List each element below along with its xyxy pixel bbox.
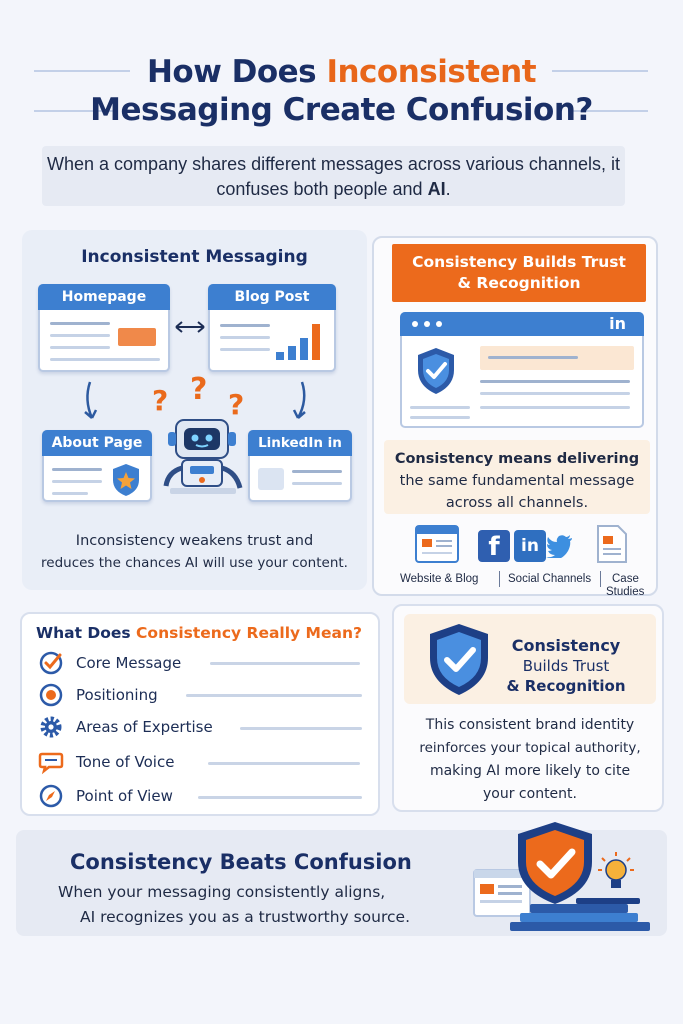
checklist-item — [38, 783, 173, 809]
checklist-label: Core Message — [76, 654, 182, 672]
blog-post-card-tab: Blog Post — [208, 284, 336, 310]
question-mark-icon: ? — [190, 372, 208, 407]
trust-panel-heading — [392, 244, 646, 302]
homepage-card — [38, 284, 170, 372]
text-line — [480, 392, 630, 395]
browser-titlebar — [400, 312, 644, 336]
text-line: your content. — [483, 786, 577, 802]
caption-line: reduces the chances AI will use your content. — [41, 555, 348, 571]
window-dot — [412, 321, 418, 327]
about-page-card-tab: About Page — [42, 430, 152, 456]
checklist-label: Positioning — [76, 686, 158, 704]
text-line — [410, 406, 470, 409]
browser-window — [400, 312, 644, 428]
inconsistent-caption — [22, 530, 367, 574]
text-line — [52, 480, 102, 483]
title-accent: Inconsistent — [326, 54, 537, 90]
text-line — [480, 380, 630, 383]
window-dot — [424, 321, 430, 327]
text-line — [292, 470, 342, 473]
website-icon — [412, 522, 462, 566]
linkedin-card — [248, 430, 352, 502]
label-social-channels: Social Channels — [508, 573, 592, 585]
about-page-card — [42, 430, 152, 502]
divider — [600, 571, 601, 587]
page-title-line2: Messaging Create Confusion? — [90, 92, 593, 128]
heading-line: Builds Trust — [522, 657, 610, 675]
text-line: This consistent brand identity — [425, 717, 635, 733]
label-website-blog: Website & Blog — [400, 573, 479, 585]
desc-line: the same fundamental message — [399, 473, 635, 489]
text-line — [220, 324, 270, 327]
intro-text — [42, 146, 625, 206]
text-line — [50, 346, 110, 349]
text-line — [240, 727, 362, 730]
identity-text — [394, 714, 666, 806]
heading-line: Consistency — [511, 636, 621, 655]
meaning-heading-accent: Consistency Really Mean? — [136, 624, 362, 642]
text-line — [50, 322, 110, 325]
checklist-label: Areas of Expertise — [76, 718, 213, 736]
homepage-card-tab: Homepage — [38, 284, 170, 310]
text-line — [186, 694, 362, 697]
intro-text-end: . — [445, 179, 451, 199]
banner-line: AI recognizes you as a trustworthy source. — [80, 908, 411, 926]
text-line — [50, 334, 110, 337]
text-line — [52, 492, 88, 495]
banner-line: When your messaging consistently aligns, — [58, 883, 386, 901]
check-shield-icon — [512, 820, 598, 906]
facebook-icon: f — [478, 530, 510, 562]
star-badge-icon — [110, 462, 142, 498]
text-line — [410, 416, 470, 419]
compass-icon — [38, 783, 64, 809]
confused-robot-icon — [160, 416, 246, 496]
document-icon — [592, 522, 632, 566]
identity-heading — [496, 636, 636, 696]
checklist-item — [38, 749, 174, 775]
desc-line: Consistency means delivering — [394, 451, 640, 467]
bar-chart-icon — [276, 322, 330, 360]
checklist-item — [38, 682, 158, 708]
banner-heading: Consistency Beats Confusion — [70, 850, 412, 874]
title-prefix: How Does — [146, 54, 327, 90]
heading-line: Consistency Builds Trust — [412, 253, 626, 271]
text-line — [220, 336, 270, 339]
checklist-label: Tone of Voice — [76, 753, 175, 771]
speech-bubble-icon — [38, 749, 64, 775]
checklist-item — [38, 650, 181, 676]
inconsistent-heading: Inconsistent Messaging — [81, 247, 308, 267]
check-circle-icon — [38, 650, 64, 676]
caption-line: Inconsistency weakens trust and — [75, 533, 314, 549]
page-title-line1 — [0, 53, 683, 91]
text-line — [292, 482, 342, 485]
question-mark-icon: ? — [228, 388, 245, 421]
window-dot — [436, 321, 442, 327]
lightbulb-icon — [596, 850, 636, 900]
text-line — [208, 762, 360, 765]
image-placeholder — [118, 328, 156, 346]
text-line: making AI more likely to cite — [429, 763, 631, 779]
linkedin-badge: in — [609, 314, 626, 333]
question-mark-icon: ? — [152, 384, 169, 417]
text-line — [52, 468, 102, 471]
image-placeholder — [258, 468, 284, 490]
text-line — [198, 796, 362, 799]
divider — [499, 571, 500, 587]
linkedin-icon: in — [514, 530, 546, 562]
label-studies: Studies — [606, 586, 645, 598]
text-line: reinforces your topical authority, — [419, 740, 641, 756]
heading-line: & Recognition — [506, 677, 626, 695]
text-line — [210, 662, 360, 665]
desc-line: across all channels. — [445, 495, 589, 511]
heading-line: & Recognition — [457, 274, 581, 292]
meaning-heading-prefix: What Does — [36, 624, 137, 642]
check-shield-icon — [424, 622, 494, 698]
intro-text-ai: AI — [427, 179, 446, 199]
intro-text-main: When a company shares different messages across various channels, it confuses both people and — [47, 154, 620, 199]
checklist-label: Point of View — [76, 787, 173, 805]
curved-arrow-right-icon — [288, 380, 312, 424]
blog-post-card — [208, 284, 336, 372]
banner-text — [58, 880, 410, 930]
text-line — [488, 356, 578, 359]
linkedin-card-tab: LinkedIn in — [248, 430, 352, 456]
text-line — [220, 348, 270, 351]
checklist-item — [38, 714, 213, 740]
curved-arrow-left-icon — [80, 380, 104, 424]
text-line — [50, 358, 160, 361]
target-icon — [38, 682, 64, 708]
label-case: Case — [612, 573, 639, 585]
double-arrow-icon — [174, 320, 206, 334]
trust-desc — [380, 448, 654, 514]
text-line — [480, 406, 630, 409]
gear-icon — [38, 714, 64, 740]
check-shield-icon — [414, 346, 458, 396]
twitter-icon — [546, 534, 574, 558]
meaning-heading — [36, 624, 362, 642]
